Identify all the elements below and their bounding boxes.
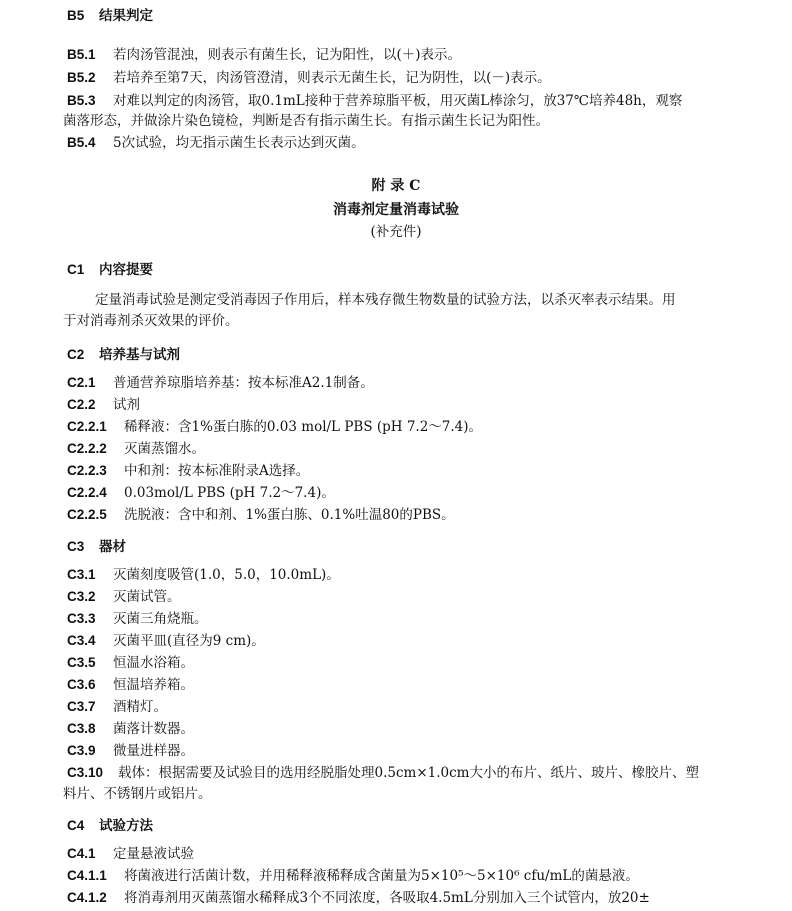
clause-number: C4.1.1: [67, 868, 107, 883]
clause-number: C4.1: [67, 846, 96, 861]
clause-c3-10-continuation: 料片、不锈钢片或铝片。: [63, 786, 212, 802]
clause-c3-5: [67, 653, 194, 673]
clause-text: 0.03mol/L PBS (pH 7.2～7.4)。: [124, 485, 335, 501]
clause-text: 将消毒剂用灭菌蒸馏水稀释成3个不同浓度，各吸取4.5mL分别加入三个试管内，放20±: [124, 890, 650, 906]
section-number: C1: [67, 262, 85, 277]
clause-text: 恒温培养箱。: [113, 677, 194, 693]
clause-b5-4: [67, 133, 365, 153]
clause-text: 若肉汤管混浊，则表示有菌生长，记为阳性，以(＋)表示。: [113, 47, 462, 63]
section-title: 培养基与试剂: [99, 347, 180, 363]
clause-c2-2-1: [67, 417, 482, 437]
clause-number: B5.4: [67, 135, 96, 150]
clause-c2-2-4: [67, 483, 335, 503]
section-number: C4: [67, 818, 85, 833]
clause-number: C2.2.1: [67, 419, 107, 434]
appendix-label: 附 录 C: [371, 178, 421, 194]
clause-text: 定量悬液试验: [113, 846, 194, 862]
clause-number: C4.1.2: [67, 890, 107, 905]
clause-text: 5次试验，均无指示菌生长表示达到灭菌。: [113, 135, 365, 151]
clause-b5-3-continuation: 菌落形态，并做涂片染色镜检，判断是否有指示菌生长。有指示菌生长记为阳性。: [63, 113, 549, 129]
clause-c4-1: [67, 844, 194, 864]
clause-text: 灭菌蒸馏水。: [124, 441, 205, 457]
appendix-note: (补充件): [370, 224, 422, 240]
section-heading-c4: [67, 816, 153, 836]
clause-c3-1: [67, 565, 340, 585]
appendix-title: 消毒剂定量消毒试验: [333, 202, 459, 218]
clause-text: 灭菌平皿(直径为9 cm)。: [113, 633, 265, 649]
clause-text: 灭菌三角烧瓶。: [113, 611, 208, 627]
clause-text: 载体：根据需要及试验目的选用经脱脂处理0.5cm×1.0cm大小的布片、纸片、玻片、橡胶片、塑: [118, 765, 699, 781]
clause-number: C3.1: [67, 567, 96, 582]
clause-text: 菌落计数器。: [113, 721, 194, 737]
section-title: 试验方法: [99, 818, 153, 834]
section-title: 器材: [99, 539, 126, 555]
clause-number: C2.2.4: [67, 485, 107, 500]
clause-b5-1: [67, 45, 461, 65]
clause-text: 灭菌试管。: [113, 589, 181, 605]
clause-number: C3.3: [67, 611, 96, 626]
section-number: C2: [67, 347, 85, 362]
c1-paragraph: 定量消毒试验是测定受消毒因子作用后，样本残存微生物数量的试验方法，以杀灭率表示结果。用: [95, 292, 676, 308]
clause-text: 恒温水浴箱。: [113, 655, 194, 671]
clause-c4-1-2: [67, 888, 650, 908]
clause-number: B5.3: [67, 93, 96, 108]
clause-number: B5.2: [67, 70, 96, 85]
clause-number: C3.6: [67, 677, 96, 692]
clause-number: C2.2.2: [67, 441, 107, 456]
clause-number: C2.1: [67, 375, 96, 390]
clause-number: C2.2.3: [67, 463, 107, 478]
clause-text: 灭菌刻度吸管(1.0，5.0，10.0mL)。: [113, 567, 340, 583]
clause-c3-6: [67, 675, 194, 695]
clause-text: 中和剂：按本标准附录A选择。: [124, 463, 310, 479]
section-heading-b5: [67, 6, 153, 26]
clause-text: 酒精灯。: [113, 699, 167, 715]
clause-number: C3.10: [67, 765, 104, 780]
clause-c2-2-5: [67, 505, 455, 525]
clause-c3-10: [67, 763, 699, 783]
clause-c3-4: [67, 631, 265, 651]
clause-text: 普通营养琼脂培养基：按本标准A2.1制备。: [113, 375, 374, 391]
clause-number: C3.8: [67, 721, 96, 736]
clause-c2-2-3: [67, 461, 309, 481]
clause-c2-2: [67, 395, 140, 415]
clause-number: C2.2: [67, 397, 96, 412]
clause-c3-9: [67, 741, 194, 761]
clause-text: 对难以判定的肉汤管，取0.1mL接种于营养琼脂平板，用灭菌L棒涂匀，放37℃培养48h，观察: [113, 93, 683, 109]
clause-text: 若培养至第7天，肉汤管澄清，则表示无菌生长，记为阴性，以(－)表示。: [113, 70, 551, 86]
clause-number: C2.2.5: [67, 507, 107, 522]
section-title: 内容提要: [99, 262, 153, 278]
clause-number: B5.1: [67, 47, 96, 62]
section-number: B5: [67, 8, 85, 23]
section-number: C3: [67, 539, 85, 554]
clause-c3-3: [67, 609, 208, 629]
section-heading-c3: [67, 537, 126, 557]
clause-number: C3.2: [67, 589, 96, 604]
clause-c3-7: [67, 697, 167, 717]
clause-b5-3: [67, 91, 682, 111]
clause-number: C3.4: [67, 633, 96, 648]
clause-c2-2-2: [67, 439, 205, 459]
clause-text: 试剂: [113, 397, 140, 413]
clause-number: C3.5: [67, 655, 96, 670]
section-title: 结果判定: [99, 8, 153, 24]
clause-text: 洗脱液：含中和剂、1%蛋白胨、0.1%吐温80的PBS。: [124, 507, 455, 523]
section-heading-c2: [67, 345, 180, 365]
clause-number: C3.7: [67, 699, 96, 714]
section-heading-c1: [67, 260, 153, 280]
clause-c2-1: [67, 373, 374, 393]
clause-c3-8: [67, 719, 194, 739]
clause-number: C3.9: [67, 743, 96, 758]
clause-c3-2: [67, 587, 181, 607]
clause-b5-2: [67, 68, 551, 88]
clause-text: 稀释液：含1%蛋白胨的0.03 mol/L PBS (pH 7.2～7.4)。: [124, 419, 483, 435]
clause-text: 微量进样器。: [113, 743, 194, 759]
c1-paragraph-continuation: 于对消毒剂杀灭效果的评价。: [63, 313, 239, 329]
clause-c4-1-1: [67, 866, 639, 886]
clause-text: 将菌液进行活菌计数，并用稀释液稀释成含菌量为5×10⁵～5×10⁶ cfu/mL的菌悬液。: [124, 868, 639, 884]
